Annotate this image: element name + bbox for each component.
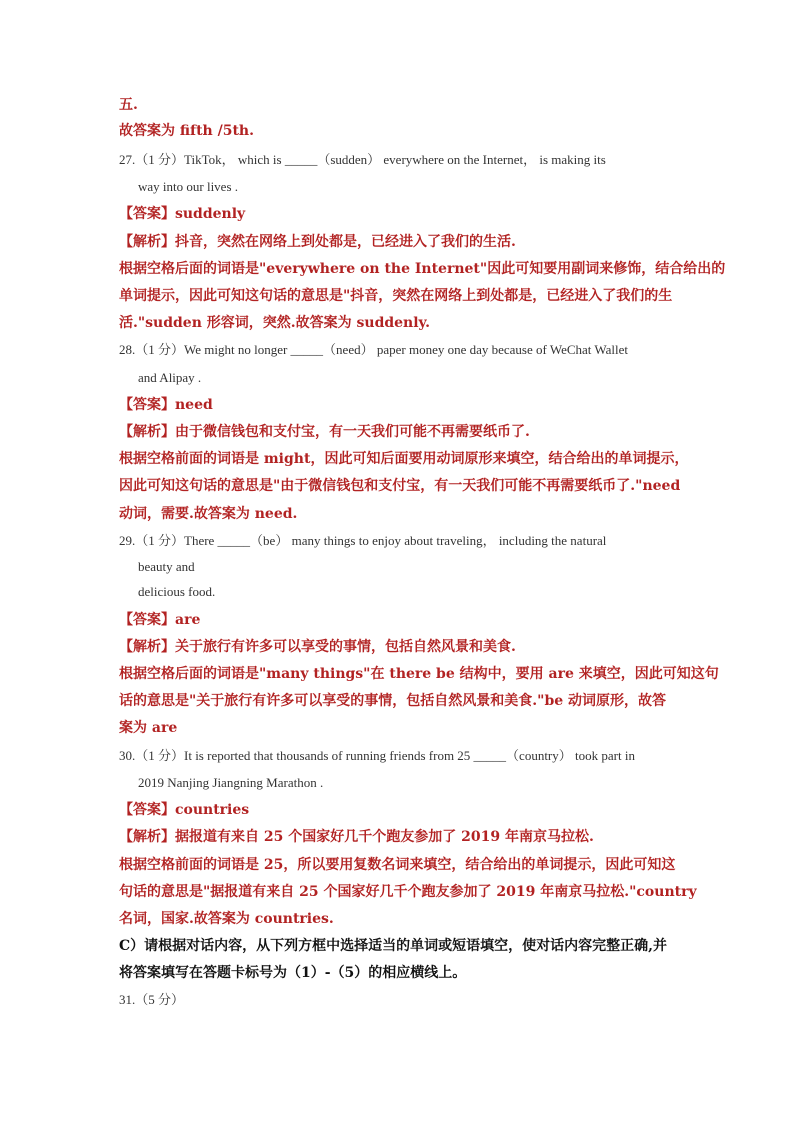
text-line: 话的意思是"关于旅行有许多可以享受的事情，包括自然风景和美食."be 动词原形，故答 [119,693,667,709]
text-line: 单词提示，因此可知这句话的意思是"抖音，突然在网络上到处都是，已经进入了我们的生 [119,288,673,304]
text-line: 五. [119,97,138,113]
text-line: 【答案】countries [119,802,250,818]
text-line: 28.（1 分）We might no longer _____（need） paper money one day because of WeChat Wallet [119,342,629,357]
text-line: 根据空格后面的词语是"many things"在 there be 结构中，要用 are 来填空，因此可知这句 [119,666,719,682]
text-line: and Alipay . [138,370,202,385]
text-line: 根据空格前面的词语是 might，因此可知后面要用动词原形来填空，结合给出的单词提示， [119,451,689,467]
text-line: 【解析】据报道有来自 25 个国家好几千个跑友参加了 2019 年南京马拉松. [119,829,594,845]
text-line: 29.（1 分）There _____（be） many things to enjoy about traveling， including the natural [119,533,607,548]
text-line: 将答案填写在答题卡标号为（1）-（5）的相应横线上。 [119,965,467,981]
text-line: 30.（1 分）It is reported that thousands of running friends from 25 _____（country） took part in [119,748,635,763]
text-line: 故答案为 fifth /5th. [119,123,254,139]
text-line: 案为 are [119,720,178,736]
text-line: 【答案】are [119,612,201,628]
text-line: 动词，需要.故答案为 need. [119,506,298,522]
text-line: 【答案】suddenly [119,206,246,222]
text-line: way into our lives . [138,179,239,194]
text-line: 根据空格后面的词语是"everywhere on the Internet"因此可知要用副词来修饰，结合给出的 [119,261,726,277]
text-line: delicious food. [138,584,216,599]
text-line: 【解析】由于微信钱包和支付宝，有一天我们可能不再需要纸币了. [119,424,530,440]
text-line: 根据空格前面的词语是 25，所以要用复数名词来填空，结合给出的单词提示，因此可知这 [119,857,676,873]
text-line: 【答案】need [119,397,213,413]
text-line: 【解析】关于旅行有许多可以享受的事情，包括自然风景和美食. [119,639,516,655]
text-line: C）请根据对话内容，从下列方框中选择适当的单词或短语填空，使对话内容完整正确,并 [119,938,668,954]
text-line: 27.（1 分）TikTok， which is _____（sudden） everywhere on the Internet， is making its [119,152,606,167]
text-line: 活."sudden 形容词，突然.故答案为 suddenly. [119,315,430,331]
text-line: 因此可知这句话的意思是"由于微信钱包和支付宝，有一天我们可能不再需要纸币了."need [119,478,681,494]
text-line: 2019 Nanjing Jiangning Marathon . [138,775,324,790]
text-line: 名词，国家.故答案为 countries. [119,911,334,927]
text-line: 【解析】抖音，突然在网络上到处都是，已经进入了我们的生活. [119,234,516,250]
text-line: 31.（5 分） [119,992,185,1007]
text-line: beauty and [138,559,195,574]
text-line: 句话的意思是"据报道有来自 25 个国家好几千个跑友参加了 2019 年南京马拉松."country [119,884,697,900]
